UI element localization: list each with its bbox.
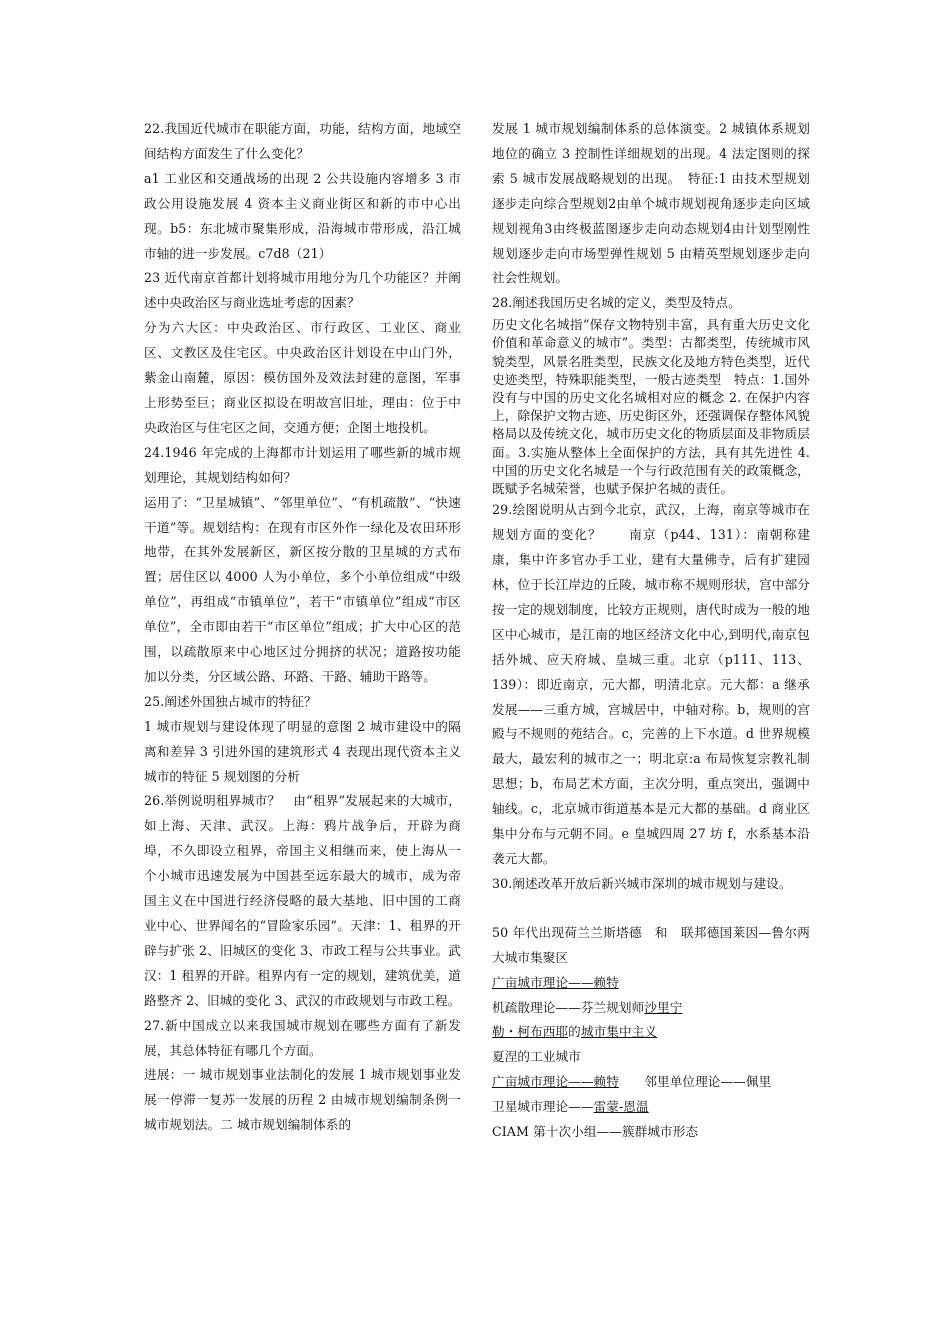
right-column (492, 117, 810, 1145)
note-ciam: CIAM 第十次小组——簇群城市形态 (492, 1124, 699, 1140)
note-satellite (492, 1095, 810, 1120)
answer-27-part2: 发展 1 城市规划编制体系的总体演变。2 城镇体系规划地位的确立 3 控制性详细规划的出现。4 法定图则的探索 5 城市发展战略规划的出现。 特征:1 由技术型规划逐步走向综合型规划2由单个城市规划视角逐步走向区域规划视角3由终极蓝图逐步走向动态规划4由计划型刚性规划逐步走向市场型弹性规划 5 由精英型规划逐步走向社会性规划。 (492, 121, 810, 286)
answer-24: 运用了：“卫星城镇”、“邻里单位”、“有机疏散”、“快速干道”等。规划结构：在现有市区外作一绿化及农田环形地带，在其外发展新区，新区按分散的卫星城的方式布置；居住区以 4000 人为小单位，多个小单位组成“中级单位”，再组成“市镇单位”，若干“市镇单位”组成“市区单位”，全市即由若干“市区单位”组成；扩大中心区的范围，以疏散原来中心地区过分拥挤的状况；道路按功能加以分类，分区域公路、环路、干路、辅助干路等。 (144, 494, 461, 684)
broadacre-underlined: 广亩城市理论——赖特 (492, 974, 619, 990)
question-22: 22.我国近代城市在职能方面，功能，结构方面，地域空间结构方面发生了什么变化？ (144, 121, 461, 161)
unwin-underlined: 雷蒙-恩温 (593, 1099, 649, 1115)
answer-27-part1: 进展：一 城市规划事业法制化的发展 1 城市规划事业发展一停滞一复苏一发展的历程 2 由城市规划编制条例一城市规划法。二 城市规划编制体系的 (144, 1067, 461, 1133)
organic-text: 机疏散理论——芬兰规划师 (492, 999, 645, 1015)
question-28: 28.阐述我国历史名城的定义，类型及特点。 (492, 295, 741, 311)
note-neighborhood (492, 1070, 810, 1095)
corbusier-de: 的 (568, 1024, 581, 1040)
question-23: 23 近代南京首都计划将城市用地分为几个功能区？并阐述中央政治区与商业选址考虑的因素？ (144, 270, 461, 311)
question-27: 27.新中国成立以来我国城市规划在哪些方面有了新发展，其总体特征有哪几个方面。 (144, 1017, 461, 1058)
centralism-underlined: 城市集中主义 (580, 1024, 658, 1040)
note-organic-decentralization (492, 996, 810, 1021)
note-randstad: 50 年代出现荷兰兰斯塔德 和 联邦德国莱因—鲁尔两大城市集聚区 (492, 924, 810, 965)
spacer (492, 897, 810, 921)
question-answer-29: 29.绘图说明从古到今北京，武汉，上海，南京等城市在规划方面的变化？ 南京（p44、131）：南朝称建康，集中许多官办手工业，建有大量佛寺，后有扩建园林，位于长江岸边的丘陵，城市称不规则形状，宫中部分按一定的规划制度，比较方正规则，唐代时成为一般的地区中心城市，是江南的地区经济文化中心,到明代,南京包括外城、应天府城、皇城三重。北京（p111、113、139）：即近南京，元大都，明清北京。元大都：a 继承发展——三重方城，宫城居中，中轴对称。b，规则的宫殿与不规则的苑结合。c，完善的上下水道。d 世界规模最大，最宏利的城市之一；明北京:a 布局恢复宗教礼制思想；b，布局艺术方面，主次分明，重点突出，强调中轴线。c，北京城市街道基本是元大都的基础。d 商业区集中分布与元朝不同。e 皇城四周 27 坊 f，水系基本沿袭元大都。 (492, 502, 810, 866)
answer-23: 分为六大区：中央政治区、市行政区、工业区、商业区、文教区及住宅区。中央政治区计划设在中山门外，紫金山南麓，原因：模仿国外及效法封建的意图，军事上形势至巨；商业区拟设在明故宫旧址，理由：位于中央政治区与住宅区之间，交通方便；企图土地投机。 (144, 320, 461, 435)
answer-28: 历史文化名城指“保存文物特别丰富，具有重大历史文化价值和革命意义的城市”。类型：古都类型，传统城市风貌类型，风景名胜类型，民族文化及地方特色类型，近代史迹类型，特殊职能类型，一般古迹类型 特点：1.国外没有与中国的历史文化名城相对应的概念 2. 在保护内容上，除保护文物古迹、历史街区外，还强调保存整体风貌格局以及传统文化，城市历史文化的物质层面及非物质层面。3.实施从整体上全面保护的方法，具有其先进性 4.中国的历史文化名城是一个与行政范围有关的政策概念，既赋予名城荣誉，也赋予保护名城的责任。 (492, 317, 810, 497)
answer-25: 1 城市规划与建设体现了明显的意图 2 城市建设中的隔离和差异 3 引进外国的建筑形式 4 表现出现代资本主义城市的特征 5 规划图的分析 (144, 718, 461, 784)
question-24: 24.1946 年完成的上海都市计划运用了哪些新的城市规划理论，其规划结构如何？ (144, 444, 461, 485)
question-25: 25.阐述外国独占城市的特征？ (144, 693, 317, 709)
left-column (144, 117, 461, 1138)
note-broadacre (492, 971, 810, 996)
question-30: 30.阐述改革开放后新兴城市深圳的城市规划与建设。 (492, 875, 792, 891)
neighborhood-text: 邻里单位理论——佩里 (618, 1074, 772, 1090)
satellite-text: 卫星城市理论—— (492, 1099, 594, 1115)
saarinen-underlined: 沙里宁 (644, 999, 683, 1015)
question-answer-26: 26.举例说明租界城市？ 由“租界”发展起来的大城市，如上海、天津、武汉。上海：鸦片战争后，开辟为商埠，不久即设立租界，帝国主义相继而来，使上海从一个小城市迅速发展为中国甚至远东最大的城市，成为帝国主义在中国进行经济侵略的最大基地、旧中国的工商业中心、世界闻名的“冒险家乐园”。天津：1、租界的开辟与扩张 2、旧城区的变化 3、市政工程与公共事业。武汉：1 租界的开辟。租界内有一定的规划，建筑优美，道路整齐 2、旧城的变化 3、武汉的市政规划与市政工程。 (144, 793, 461, 1008)
note-industrial-city: 夏涅的工业城市 (492, 1049, 581, 1065)
answer-22: a1 工业区和交通战场的出现 2 公共设施内容增多 3 市政公用设施发展 4 资本主义商业街区和新的市中心出现。b5：东北城市聚集形成，沿海城市带形成，沿江城市轴的进一步发展。c7d8（21） (144, 170, 461, 261)
broadacre-underlined-2: 广亩城市理论——赖特 (492, 1074, 619, 1090)
note-corbusier (492, 1020, 810, 1045)
corbusier-underlined: 勒・柯布西耶 (492, 1024, 569, 1040)
